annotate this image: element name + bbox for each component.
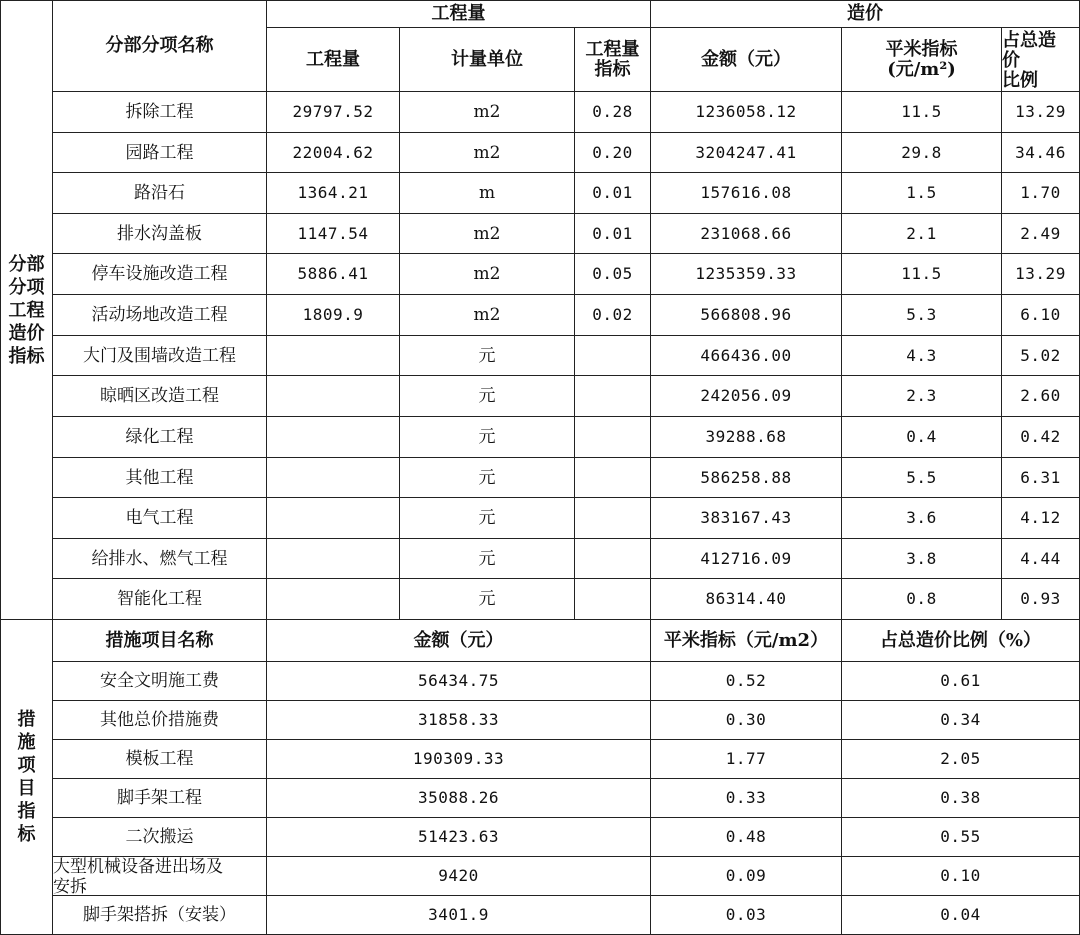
part-per_sqm-cell [842, 458, 1002, 498]
part-per_sqm-cell [842, 498, 1002, 539]
part-ratio-cell [1002, 254, 1080, 295]
part-name-cell [53, 173, 267, 214]
part-quantity: 1364.21 [297, 183, 369, 202]
part-ratio-cell [1002, 498, 1080, 539]
part-ratio: 13.29 [1015, 102, 1066, 121]
measure-ratio-cell [842, 818, 1080, 857]
part-ratio-cell [1002, 295, 1080, 336]
part-quantity-cell [267, 579, 400, 620]
part-unit-cell [400, 579, 575, 620]
part-name-cell [53, 376, 267, 417]
measure-ratio-cell [842, 701, 1080, 740]
part-quantity-cell [267, 376, 400, 417]
part-amount: 383167.43 [700, 508, 792, 527]
part-unit-cell [400, 254, 575, 295]
part-per_sqm: 0.4 [906, 427, 937, 446]
side-label-text: 指 [17, 801, 36, 822]
measure-name-cell [53, 740, 267, 779]
header-text: 占总造价比例（%） [879, 629, 1042, 651]
part-name-cell [53, 458, 267, 498]
measure-amount: 51423.63 [417, 827, 500, 846]
part-qindex-cell [575, 336, 651, 376]
part-amount-cell [651, 295, 842, 336]
header-text: (元/m²) [887, 58, 956, 80]
part-ratio-cell [1002, 133, 1080, 173]
measure-ratio: 0.34 [940, 710, 981, 729]
measure-per_sqm-cell [651, 896, 842, 935]
header-per-sqm [842, 28, 1002, 92]
measure-per_sqm-cell [651, 740, 842, 779]
part-unit: 元 [478, 467, 496, 488]
part-qindex: 0.02 [592, 305, 633, 324]
part-ratio: 0.42 [1020, 427, 1061, 446]
side-label-text: 指标 [8, 345, 45, 367]
part-unit: 元 [478, 345, 496, 366]
part-qindex-cell [575, 376, 651, 417]
part-unit: m2 [473, 264, 501, 284]
part-quantity-cell [267, 92, 400, 133]
part-per_sqm-cell [842, 173, 1002, 214]
measure-name: 脚手架工程 [117, 788, 202, 808]
part-ratio: 6.10 [1020, 305, 1061, 324]
side-label-measure [0, 620, 53, 935]
part-quantity-cell [267, 173, 400, 214]
part-qindex: 0.01 [592, 183, 633, 202]
header-text: 占总造 [1002, 29, 1056, 51]
measure-ratio-cell [842, 779, 1080, 818]
measure-amount-cell [267, 818, 651, 857]
part-name: 拆除工程 [125, 102, 194, 122]
side-label-text: 标 [17, 824, 36, 845]
part-quantity-cell [267, 295, 400, 336]
part-unit-cell [400, 92, 575, 133]
measure-per_sqm-cell [651, 779, 842, 818]
part-quantity-cell [267, 254, 400, 295]
header-text: 指标 [594, 58, 631, 80]
part-ratio-cell [1002, 539, 1080, 579]
part-qindex-cell [575, 133, 651, 173]
part-unit: m2 [473, 102, 501, 122]
part-name: 园路工程 [125, 142, 194, 163]
part-per_sqm: 3.8 [906, 548, 937, 568]
part-ratio-cell [1002, 376, 1080, 417]
measure-name-cell [53, 701, 267, 740]
measure-amount: 31858.33 [417, 710, 500, 729]
part-ratio: 0.93 [1020, 589, 1061, 608]
side-label-text: 分项 [8, 276, 45, 298]
measure-ratio-cell [842, 896, 1080, 935]
part-ratio-cell [1002, 417, 1080, 458]
part-qindex-cell [575, 579, 651, 620]
part-qindex-cell [575, 295, 651, 336]
measure-ratio-cell [842, 662, 1080, 701]
part-amount: 412716.09 [700, 548, 792, 568]
header-text: 平米指标 [885, 38, 958, 60]
part-amount-cell [651, 579, 842, 620]
side-label-text: 分部 [8, 253, 45, 275]
part-amount-cell [651, 254, 842, 295]
part-amount: 1236058.12 [695, 102, 797, 121]
measure-amount: 3401.9 [428, 905, 489, 924]
part-per_sqm: 2.1 [906, 223, 937, 243]
part-amount: 39288.68 [705, 427, 787, 446]
part-name-cell [53, 295, 267, 336]
measure-per_sqm: 0.03 [725, 905, 767, 924]
part-qindex-cell [575, 539, 651, 579]
part-amount: 231068.66 [700, 223, 792, 243]
part-per_sqm: 0.8 [906, 589, 937, 608]
part-quantity-cell [267, 214, 400, 254]
part-amount: 242056.09 [700, 386, 792, 405]
part-per_sqm: 2.3 [906, 386, 937, 405]
part-qindex-cell [575, 92, 651, 133]
part-qindex: 0.28 [592, 102, 633, 121]
part-quantity-cell [267, 498, 400, 539]
measure-ratio: 0.38 [940, 788, 981, 807]
part-unit-cell [400, 376, 575, 417]
part-name: 给排水、燃气工程 [91, 548, 228, 569]
header-unit [400, 28, 575, 92]
measure-per_sqm-cell [651, 701, 842, 740]
part-amount: 586258.88 [700, 467, 792, 487]
part-quantity-cell [267, 458, 400, 498]
part-amount-cell [651, 539, 842, 579]
header-text: 金额（元） [701, 48, 791, 70]
measure-name: 安全文明施工费 [100, 671, 219, 691]
part-name-cell [53, 133, 267, 173]
measure-name-cell [53, 857, 267, 896]
measure-per_sqm: 0.48 [725, 827, 767, 846]
header-measure-amount [267, 620, 651, 662]
part-name: 其他工程 [125, 467, 194, 488]
part-name-cell [53, 336, 267, 376]
side-label-text: 项 [17, 755, 36, 776]
measure-ratio-cell [842, 740, 1080, 779]
part-unit: 元 [478, 508, 496, 528]
part-unit-cell [400, 336, 575, 376]
measure-per_sqm: 0.09 [725, 866, 767, 885]
part-name: 绿化工程 [125, 427, 194, 447]
part-unit-cell [400, 417, 575, 458]
part-name: 晾晒区改造工程 [100, 386, 219, 406]
part-quantity-cell [267, 417, 400, 458]
header-text: 平米指标（元/m2） [663, 629, 829, 651]
header-quantity [267, 28, 400, 92]
side-label-part [0, 0, 53, 620]
part-amount-cell [651, 376, 842, 417]
part-ratio-cell [1002, 214, 1080, 254]
part-per_sqm: 5.3 [906, 305, 937, 324]
part-unit-cell [400, 133, 575, 173]
part-amount: 466436.00 [700, 345, 792, 365]
header-text: 计量单位 [451, 48, 523, 70]
header-text: 价 [1002, 49, 1020, 71]
header-text: 工程量 [306, 48, 360, 70]
part-per_sqm-cell [842, 417, 1002, 458]
measure-amount: 56434.75 [417, 671, 500, 690]
measure-name-cell [53, 662, 267, 701]
measure-per_sqm: 0.33 [725, 788, 767, 807]
part-amount-cell [651, 133, 842, 173]
measure-ratio: 0.04 [940, 905, 981, 924]
part-amount-cell [651, 336, 842, 376]
part-unit-cell [400, 498, 575, 539]
measure-amount: 190309.33 [412, 749, 505, 768]
part-name: 活动场地改造工程 [91, 305, 228, 325]
header-amount [651, 28, 842, 92]
measure-amount-cell [267, 701, 651, 740]
part-name-cell [53, 539, 267, 579]
part-unit: 元 [478, 427, 496, 447]
measure-per_sqm-cell [651, 662, 842, 701]
part-ratio: 2.49 [1020, 223, 1061, 243]
part-per_sqm-cell [842, 214, 1002, 254]
part-ratio: 4.44 [1020, 548, 1061, 568]
header-text: 造价 [847, 3, 883, 24]
measure-ratio: 2.05 [940, 749, 981, 768]
side-label-text: 施 [17, 732, 36, 753]
measure-amount: 9420 [438, 866, 479, 885]
part-ratio-cell [1002, 92, 1080, 133]
part-name: 电气工程 [125, 508, 194, 528]
part-amount-cell [651, 173, 842, 214]
part-per_sqm: 3.6 [906, 508, 937, 527]
side-label-text: 造价 [8, 322, 45, 344]
part-per_sqm-cell [842, 92, 1002, 133]
part-qindex-cell [575, 214, 651, 254]
header-quantity-index [575, 28, 651, 92]
part-unit: m2 [473, 223, 501, 244]
measure-per_sqm: 0.30 [725, 710, 767, 729]
part-per_sqm: 1.5 [906, 183, 937, 202]
side-label-text: 工程 [8, 299, 45, 321]
header-text: 分部分项名称 [105, 35, 214, 56]
part-amount: 3204247.41 [695, 142, 797, 162]
header-text: 金额（元） [413, 629, 504, 651]
part-ratio: 5.02 [1020, 345, 1061, 365]
header-text: 比例 [1002, 69, 1038, 91]
measure-amount-cell [267, 740, 651, 779]
measure-ratio: 0.55 [940, 827, 981, 846]
part-name: 智能化工程 [117, 589, 202, 609]
part-ratio-cell [1002, 173, 1080, 214]
header-group-quantity [267, 0, 651, 28]
header-measure-name [53, 620, 267, 662]
part-qindex: 0.01 [592, 223, 633, 243]
part-per_sqm: 4.3 [906, 345, 937, 365]
part-qindex-cell [575, 498, 651, 539]
header-group-cost [651, 0, 1080, 28]
measure-name-cell [53, 896, 267, 935]
part-amount-cell [651, 417, 842, 458]
part-unit: 元 [478, 386, 496, 406]
part-name-cell [53, 417, 267, 458]
part-amount-cell [651, 214, 842, 254]
part-unit-cell [400, 214, 575, 254]
part-per_sqm-cell [842, 133, 1002, 173]
measure-per_sqm: 1.77 [725, 749, 767, 768]
part-quantity: 22004.62 [292, 142, 374, 162]
part-quantity: 29797.52 [292, 102, 374, 121]
part-per_sqm: 29.8 [901, 142, 942, 162]
part-ratio: 4.12 [1020, 508, 1061, 527]
part-name: 排水沟盖板 [117, 223, 202, 244]
part-quantity: 1809.9 [302, 305, 364, 324]
part-unit-cell [400, 539, 575, 579]
part-per_sqm-cell [842, 539, 1002, 579]
measure-ratio: 0.10 [940, 866, 981, 885]
measure-amount-cell [267, 896, 651, 935]
part-unit: 元 [478, 548, 496, 569]
measure-name: 其他总价措施费 [100, 710, 219, 730]
part-quantity-cell [267, 336, 400, 376]
part-name-cell [53, 214, 267, 254]
part-name: 大门及围墙改造工程 [83, 345, 236, 366]
header-text: 工程量 [431, 3, 486, 24]
part-quantity-cell [267, 133, 400, 173]
part-qindex: 0.05 [592, 264, 633, 283]
measure-ratio-cell [842, 857, 1080, 896]
part-qindex-cell [575, 458, 651, 498]
part-ratio: 2.60 [1020, 386, 1061, 405]
header-ratio [1002, 28, 1080, 92]
header-text: 措施项目名称 [105, 629, 214, 651]
part-amount-cell [651, 498, 842, 539]
part-ratio: 34.46 [1015, 142, 1066, 162]
part-qindex-cell [575, 254, 651, 295]
part-amount: 566808.96 [700, 305, 792, 324]
measure-name-cell [53, 779, 267, 818]
part-per_sqm-cell [842, 336, 1002, 376]
measure-per_sqm: 0.52 [725, 671, 767, 690]
part-ratio-cell [1002, 336, 1080, 376]
part-ratio: 13.29 [1015, 264, 1066, 283]
part-qindex-cell [575, 173, 651, 214]
part-qindex-cell [575, 417, 651, 458]
part-per_sqm-cell [842, 376, 1002, 417]
part-name: 停车设施改造工程 [91, 264, 228, 284]
measure-name: 二次搬运 [125, 827, 194, 847]
part-unit: m2 [473, 142, 501, 163]
measure-amount: 35088.26 [417, 788, 500, 807]
measure-name: 安拆 [53, 877, 87, 896]
part-per_sqm-cell [842, 254, 1002, 295]
part-amount: 86314.40 [705, 589, 787, 608]
part-per_sqm: 11.5 [901, 264, 942, 283]
part-unit: m [478, 183, 496, 203]
part-unit-cell [400, 295, 575, 336]
part-unit: m2 [473, 305, 501, 325]
part-per_sqm: 11.5 [901, 102, 942, 121]
part-name-cell [53, 579, 267, 620]
header-measure-ratio [842, 620, 1080, 662]
measure-name: 模板工程 [125, 749, 194, 769]
part-qindex: 0.20 [592, 142, 633, 162]
part-ratio: 1.70 [1020, 183, 1061, 202]
measure-name: 大型机械设备进出场及 [53, 857, 223, 877]
part-quantity: 1147.54 [297, 223, 369, 243]
header-part-name [53, 0, 267, 92]
header-text: 工程量 [585, 38, 640, 60]
measure-amount-cell [267, 779, 651, 818]
header-measure-per_sqm [651, 620, 842, 662]
measure-name: 脚手架搭拆（安装） [83, 905, 236, 925]
measure-amount-cell [267, 662, 651, 701]
part-per_sqm: 5.5 [906, 467, 937, 487]
part-name: 路沿石 [134, 183, 185, 203]
measure-per_sqm-cell [651, 818, 842, 857]
side-label-text: 目 [17, 778, 36, 799]
part-per_sqm-cell [842, 295, 1002, 336]
part-ratio: 6.31 [1020, 467, 1061, 487]
measure-per_sqm-cell [651, 857, 842, 896]
side-label-text: 措 [17, 709, 36, 730]
part-ratio-cell [1002, 579, 1080, 620]
part-quantity-cell [267, 539, 400, 579]
part-unit: 元 [478, 589, 496, 609]
part-amount-cell [651, 458, 842, 498]
part-per_sqm-cell [842, 579, 1002, 620]
part-amount: 157616.08 [700, 183, 792, 202]
part-amount-cell [651, 92, 842, 133]
measure-amount-cell [267, 857, 651, 896]
part-quantity: 5886.41 [297, 264, 369, 283]
part-name-cell [53, 254, 267, 295]
part-ratio-cell [1002, 458, 1080, 498]
measure-name-cell [53, 818, 267, 857]
part-unit-cell [400, 458, 575, 498]
part-amount: 1235359.33 [695, 264, 797, 283]
part-unit-cell [400, 173, 575, 214]
part-name-cell [53, 92, 267, 133]
part-name-cell [53, 498, 267, 539]
measure-ratio: 0.61 [940, 671, 981, 690]
